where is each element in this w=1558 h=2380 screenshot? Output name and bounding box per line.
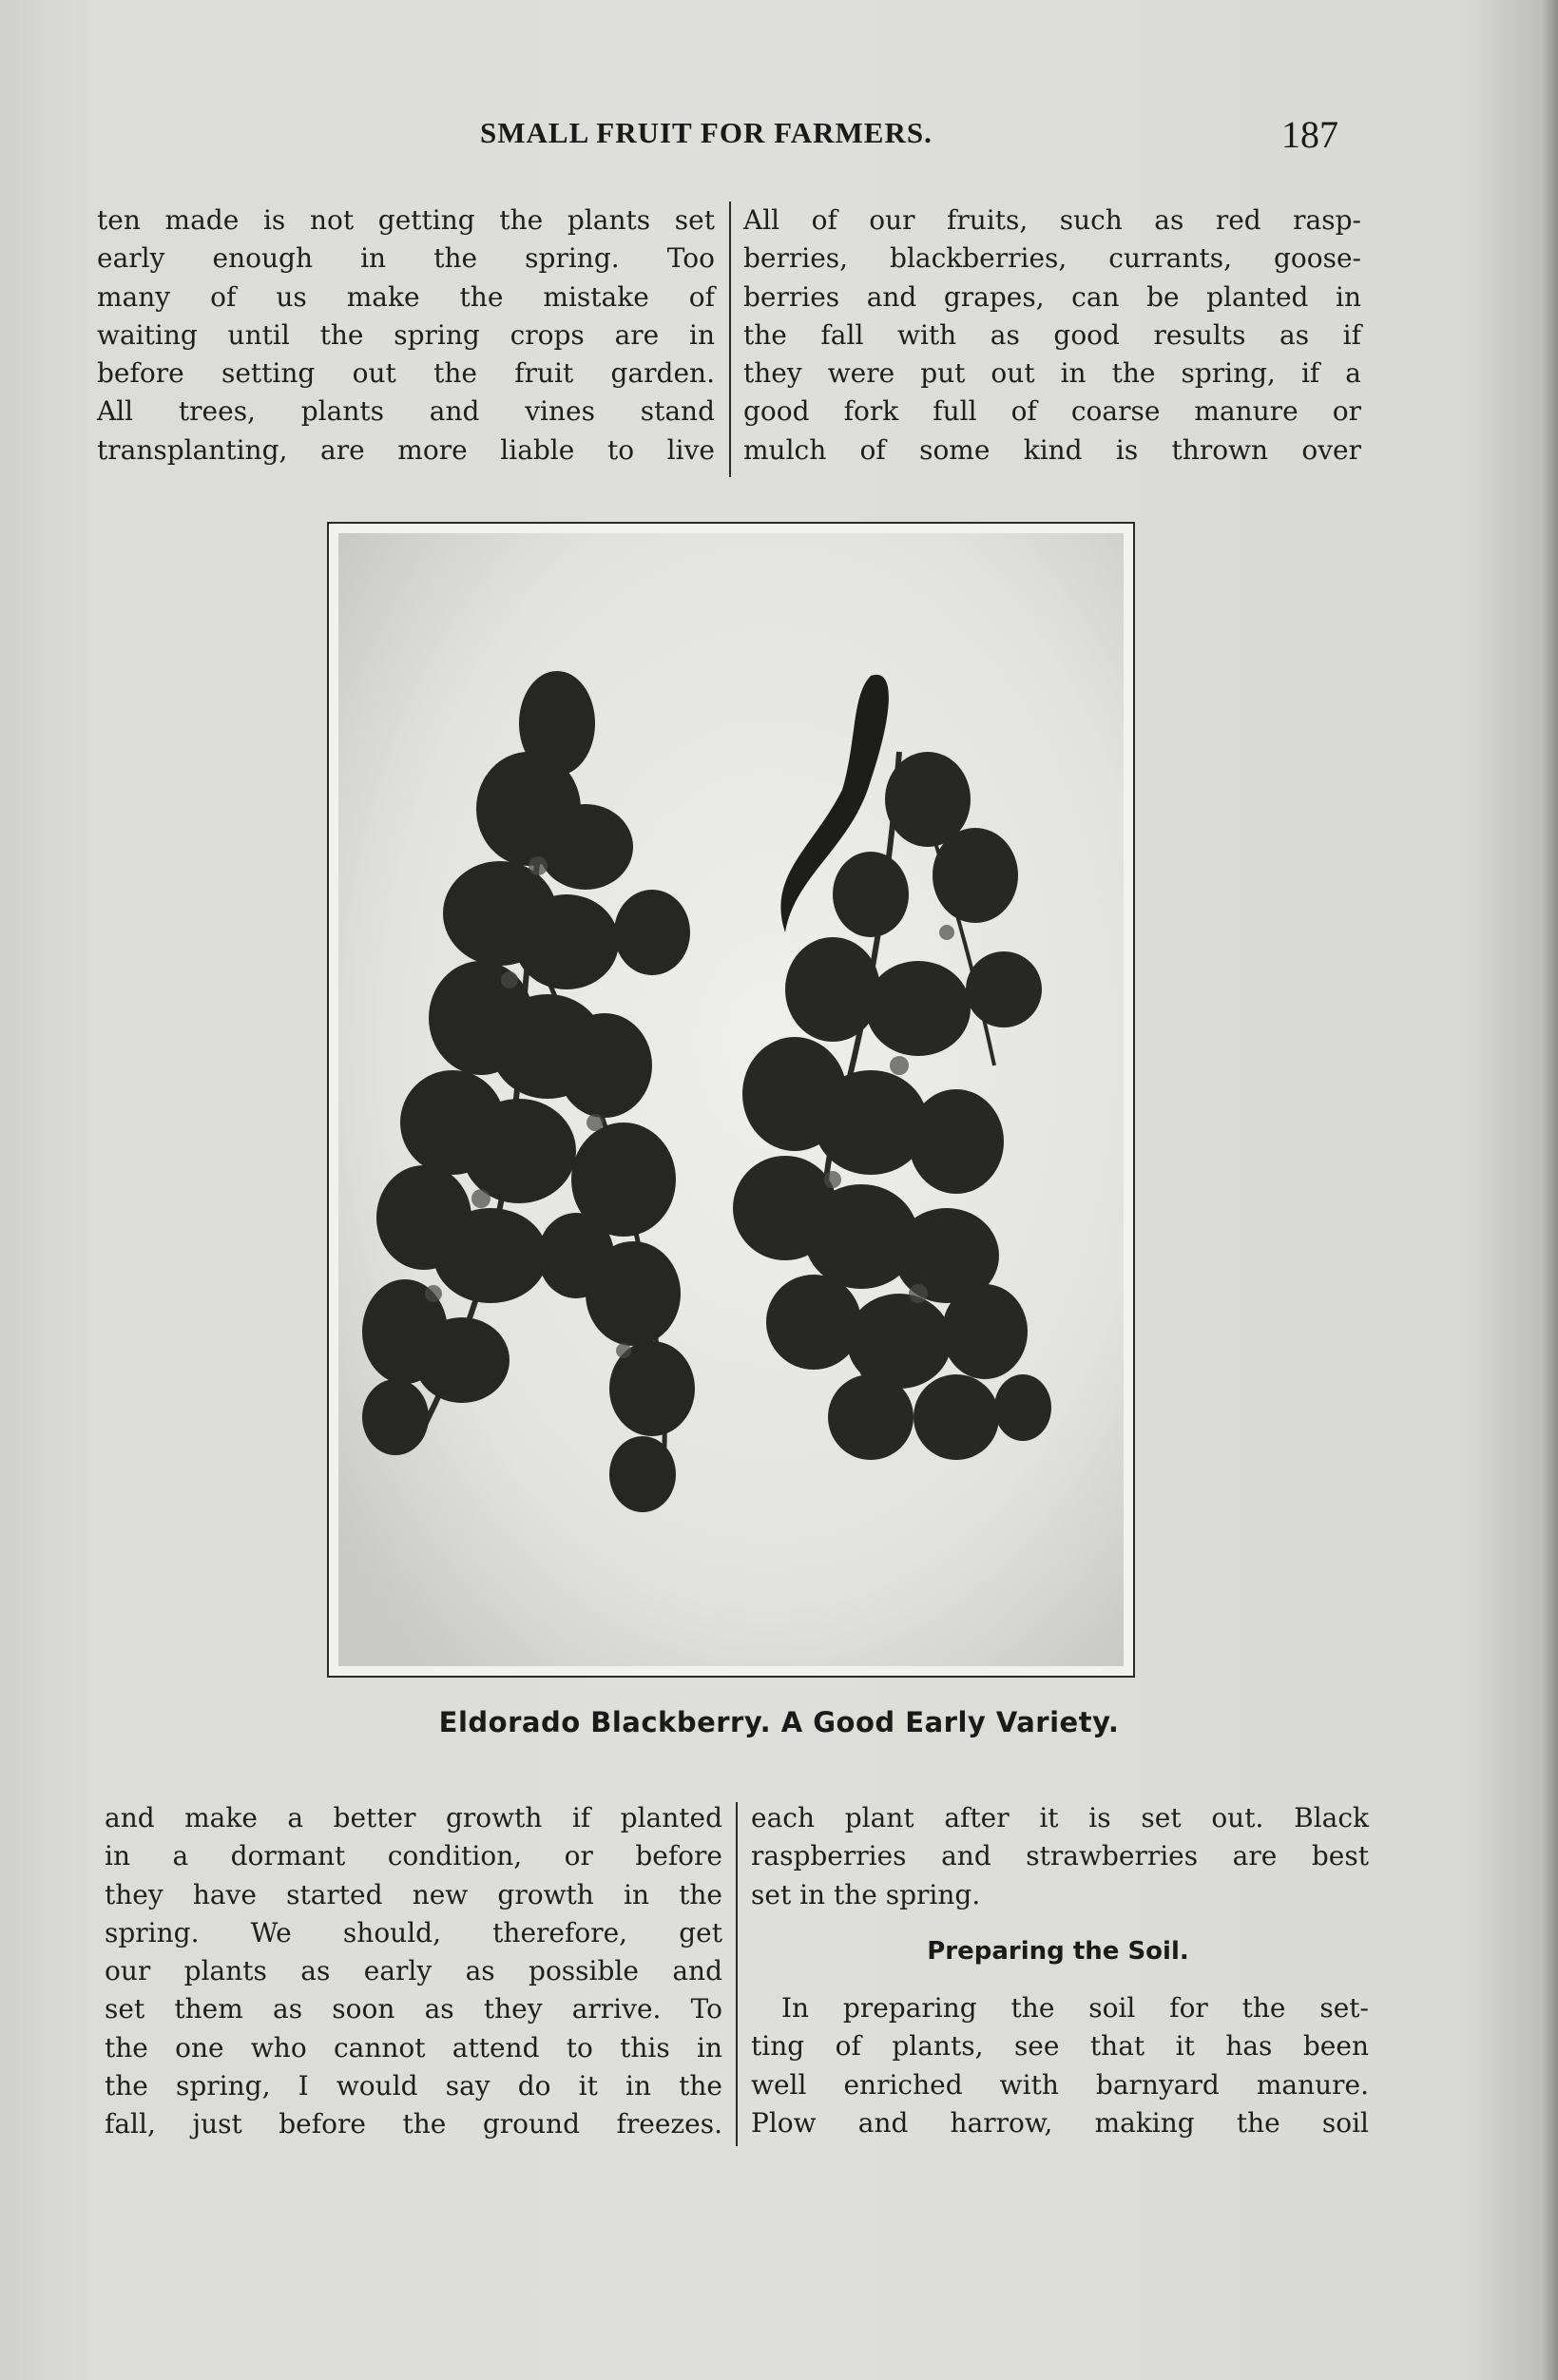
text-line: before setting out the fruit garden. bbox=[97, 357, 715, 390]
column-rule-top bbox=[729, 202, 731, 477]
running-head: SMALL FRUIT FOR FARMERS. bbox=[480, 116, 933, 149]
text-line: In preparing the soil for the set- bbox=[781, 1992, 1369, 2024]
text-line: ten made is not getting the plants set bbox=[97, 204, 715, 236]
text-line: each plant after it is set out. Black bbox=[751, 1802, 1369, 1833]
top-right-column bbox=[743, 202, 1361, 470]
text-line: waiting until the spring crops are in bbox=[97, 318, 715, 351]
text-line: the spring, I would say do it in the bbox=[105, 2070, 722, 2102]
text-line: All trees, plants and vines stand bbox=[97, 395, 715, 428]
blackberry-branch-illustration bbox=[338, 533, 1124, 1666]
text-line: good fork full of coarse manure or bbox=[743, 395, 1361, 428]
text-line: spring. We should, therefore, get bbox=[105, 1916, 722, 1948]
text-line: early enough in the spring. Too bbox=[97, 242, 715, 275]
text-line: mulch of some kind is thrown over bbox=[743, 433, 1361, 466]
text-line: Plow and harrow, making the soil bbox=[751, 2106, 1369, 2139]
text-line: well enriched with barnyard manure. bbox=[751, 2068, 1369, 2101]
text-line: berries and grapes, can be planted in bbox=[743, 280, 1361, 313]
text-line: set them as soon as they arrive. To bbox=[105, 1993, 722, 2025]
text-line: raspberries and strawberries are best bbox=[751, 1840, 1369, 1872]
text-line: All of our fruits, such as red rasp- bbox=[743, 204, 1361, 236]
column-rule-bottom bbox=[736, 1802, 738, 2146]
text-line: the one who cannot attend to this in bbox=[105, 2031, 722, 2063]
text-line: set in the spring. bbox=[751, 1878, 981, 1910]
figure-frame bbox=[327, 522, 1135, 1678]
text-line: the fall with as good results as if bbox=[743, 318, 1361, 351]
text-line: they were put out in the spring, if a bbox=[743, 357, 1361, 390]
page-number: 187 bbox=[1281, 113, 1338, 156]
text-line: berries, blackberries, currants, goose- bbox=[743, 242, 1361, 275]
text-line: they have started new growth in the bbox=[105, 1878, 722, 1910]
figure-caption: Eldorado Blackberry. A Good Early Variety. bbox=[438, 1706, 1120, 1738]
text-line: ting of plants, see that it has been bbox=[751, 2030, 1369, 2063]
top-left-column bbox=[97, 202, 715, 470]
bottom-right-column-top bbox=[751, 1799, 1369, 1914]
page-header bbox=[0, 112, 1558, 169]
bottom-right-column-bottom bbox=[751, 1989, 1369, 2142]
blackberry-photo bbox=[338, 533, 1124, 1666]
text-line: fall, just before the ground freezes. bbox=[105, 2108, 722, 2140]
text-line: many of us make the mistake of bbox=[97, 280, 715, 313]
section-subheading: Preparing the Soil. bbox=[927, 1937, 1189, 1966]
text-line: transplanting, are more liable to live bbox=[97, 433, 715, 466]
text-line: in a dormant condition, or before bbox=[105, 1840, 722, 1872]
text-line: and make a better growth if planted bbox=[105, 1802, 722, 1833]
text-line: our plants as early as possible and bbox=[105, 1955, 722, 1987]
bottom-left-column bbox=[105, 1799, 722, 2144]
